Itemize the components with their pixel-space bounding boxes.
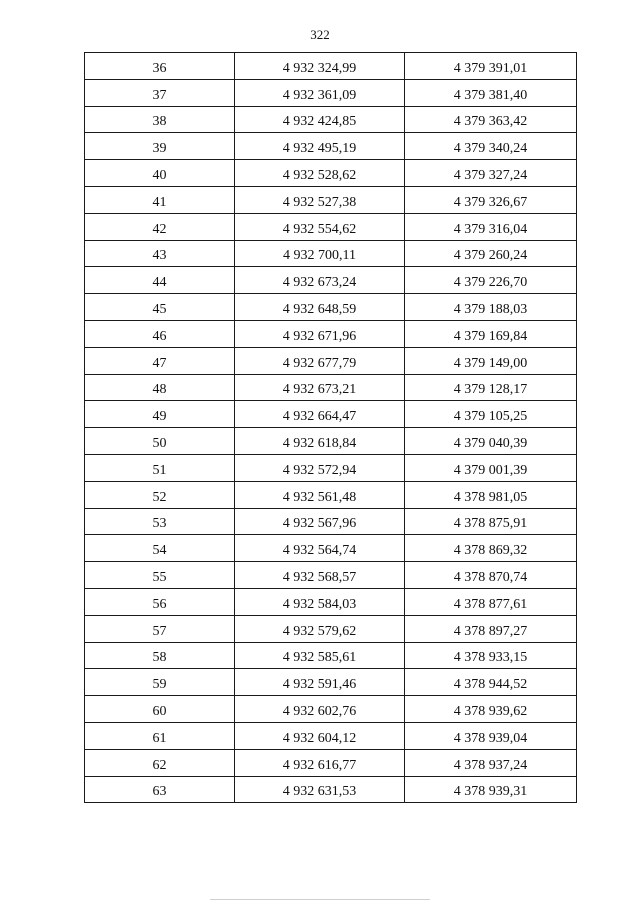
x-coordinate-cell: 4 932 528,62: [235, 160, 405, 187]
table-row: [85, 508, 577, 535]
y-coordinate-cell: 4 379 391,01: [405, 53, 577, 80]
table-row: [85, 53, 577, 80]
table-row: [85, 186, 577, 213]
y-coordinate-cell: 4 379 316,04: [405, 213, 577, 240]
x-coordinate-cell: 4 932 602,76: [235, 696, 405, 723]
x-coordinate-cell: 4 932 591,46: [235, 669, 405, 696]
point-number-cell: 44: [85, 267, 235, 294]
bottom-divider: [210, 899, 430, 900]
table-row: [85, 669, 577, 696]
y-coordinate-cell: 4 378 870,74: [405, 562, 577, 589]
y-coordinate-cell: 4 379 326,67: [405, 186, 577, 213]
y-coordinate-cell: 4 378 944,52: [405, 669, 577, 696]
y-coordinate-cell: 4 378 939,04: [405, 722, 577, 749]
table-row: [85, 160, 577, 187]
point-number-cell: 55: [85, 562, 235, 589]
x-coordinate-cell: 4 932 361,09: [235, 79, 405, 106]
y-coordinate-cell: 4 378 939,62: [405, 696, 577, 723]
y-coordinate-cell: 4 379 188,03: [405, 294, 577, 321]
point-number-cell: 40: [85, 160, 235, 187]
point-number-cell: 39: [85, 133, 235, 160]
table-row: [85, 374, 577, 401]
point-number-cell: 49: [85, 401, 235, 428]
page-number: 322: [310, 27, 330, 42]
point-number-cell: 62: [85, 749, 235, 776]
x-coordinate-cell: 4 932 631,53: [235, 776, 405, 803]
point-number-cell: 56: [85, 588, 235, 615]
x-coordinate-cell: 4 932 604,12: [235, 722, 405, 749]
x-coordinate-cell: 4 932 677,79: [235, 347, 405, 374]
point-number-cell: 60: [85, 696, 235, 723]
y-coordinate-cell: 4 379 226,70: [405, 267, 577, 294]
point-number-cell: 38: [85, 106, 235, 133]
y-coordinate-cell: 4 379 001,39: [405, 454, 577, 481]
x-coordinate-cell: 4 932 527,38: [235, 186, 405, 213]
coordinates-table: [84, 52, 577, 803]
table-row: [85, 294, 577, 321]
table-row: [85, 320, 577, 347]
table-row: [85, 722, 577, 749]
y-coordinate-cell: 4 379 128,17: [405, 374, 577, 401]
table-row: [85, 776, 577, 803]
y-coordinate-cell: 4 379 260,24: [405, 240, 577, 267]
point-number-cell: 54: [85, 535, 235, 562]
x-coordinate-cell: 4 932 585,61: [235, 642, 405, 669]
y-coordinate-cell: 4 378 875,91: [405, 508, 577, 535]
table-row: [85, 401, 577, 428]
y-coordinate-cell: 4 379 040,39: [405, 428, 577, 455]
x-coordinate-cell: 4 932 324,99: [235, 53, 405, 80]
x-coordinate-cell: 4 932 495,19: [235, 133, 405, 160]
y-coordinate-cell: 4 379 381,40: [405, 79, 577, 106]
y-coordinate-cell: 4 379 327,24: [405, 160, 577, 187]
point-number-cell: 51: [85, 454, 235, 481]
y-coordinate-cell: 4 379 363,42: [405, 106, 577, 133]
point-number-cell: 53: [85, 508, 235, 535]
table-row: [85, 133, 577, 160]
table-row: [85, 240, 577, 267]
x-coordinate-cell: 4 932 673,21: [235, 374, 405, 401]
point-number-cell: 42: [85, 213, 235, 240]
y-coordinate-cell: 4 378 877,61: [405, 588, 577, 615]
table-row: [85, 562, 577, 589]
x-coordinate-cell: 4 932 561,48: [235, 481, 405, 508]
x-coordinate-cell: 4 932 564,74: [235, 535, 405, 562]
x-coordinate-cell: 4 932 618,84: [235, 428, 405, 455]
table-row: [85, 428, 577, 455]
y-coordinate-cell: 4 378 869,32: [405, 535, 577, 562]
x-coordinate-cell: 4 932 579,62: [235, 615, 405, 642]
table-row: [85, 749, 577, 776]
table-row: [85, 481, 577, 508]
y-coordinate-cell: 4 378 939,31: [405, 776, 577, 803]
point-number-cell: 45: [85, 294, 235, 321]
table-row: [85, 615, 577, 642]
point-number-cell: 47: [85, 347, 235, 374]
table-row: [85, 106, 577, 133]
coordinates-table-body: [85, 53, 577, 803]
x-coordinate-cell: 4 932 567,96: [235, 508, 405, 535]
x-coordinate-cell: 4 932 648,59: [235, 294, 405, 321]
x-coordinate-cell: 4 932 673,24: [235, 267, 405, 294]
point-number-cell: 41: [85, 186, 235, 213]
point-number-cell: 36: [85, 53, 235, 80]
table-row: [85, 213, 577, 240]
point-number-cell: 48: [85, 374, 235, 401]
table-row: [85, 535, 577, 562]
table-row: [85, 79, 577, 106]
point-number-cell: 63: [85, 776, 235, 803]
y-coordinate-cell: 4 378 933,15: [405, 642, 577, 669]
y-coordinate-cell: 4 379 340,24: [405, 133, 577, 160]
x-coordinate-cell: 4 932 700,11: [235, 240, 405, 267]
point-number-cell: 61: [85, 722, 235, 749]
x-coordinate-cell: 4 932 554,62: [235, 213, 405, 240]
point-number-cell: 57: [85, 615, 235, 642]
table-row: [85, 347, 577, 374]
point-number-cell: 46: [85, 320, 235, 347]
table-row: [85, 267, 577, 294]
table-row: [85, 696, 577, 723]
y-coordinate-cell: 4 379 105,25: [405, 401, 577, 428]
y-coordinate-cell: 4 379 169,84: [405, 320, 577, 347]
point-number-cell: 50: [85, 428, 235, 455]
x-coordinate-cell: 4 932 664,47: [235, 401, 405, 428]
x-coordinate-cell: 4 932 671,96: [235, 320, 405, 347]
x-coordinate-cell: 4 932 616,77: [235, 749, 405, 776]
table-row: [85, 454, 577, 481]
point-number-cell: 58: [85, 642, 235, 669]
point-number-cell: 52: [85, 481, 235, 508]
point-number-cell: 43: [85, 240, 235, 267]
y-coordinate-cell: 4 378 897,27: [405, 615, 577, 642]
y-coordinate-cell: 4 379 149,00: [405, 347, 577, 374]
point-number-cell: 59: [85, 669, 235, 696]
y-coordinate-cell: 4 378 981,05: [405, 481, 577, 508]
table-row: [85, 642, 577, 669]
x-coordinate-cell: 4 932 568,57: [235, 562, 405, 589]
x-coordinate-cell: 4 932 584,03: [235, 588, 405, 615]
table-row: [85, 588, 577, 615]
x-coordinate-cell: 4 932 424,85: [235, 106, 405, 133]
point-number-cell: 37: [85, 79, 235, 106]
x-coordinate-cell: 4 932 572,94: [235, 454, 405, 481]
y-coordinate-cell: 4 378 937,24: [405, 749, 577, 776]
